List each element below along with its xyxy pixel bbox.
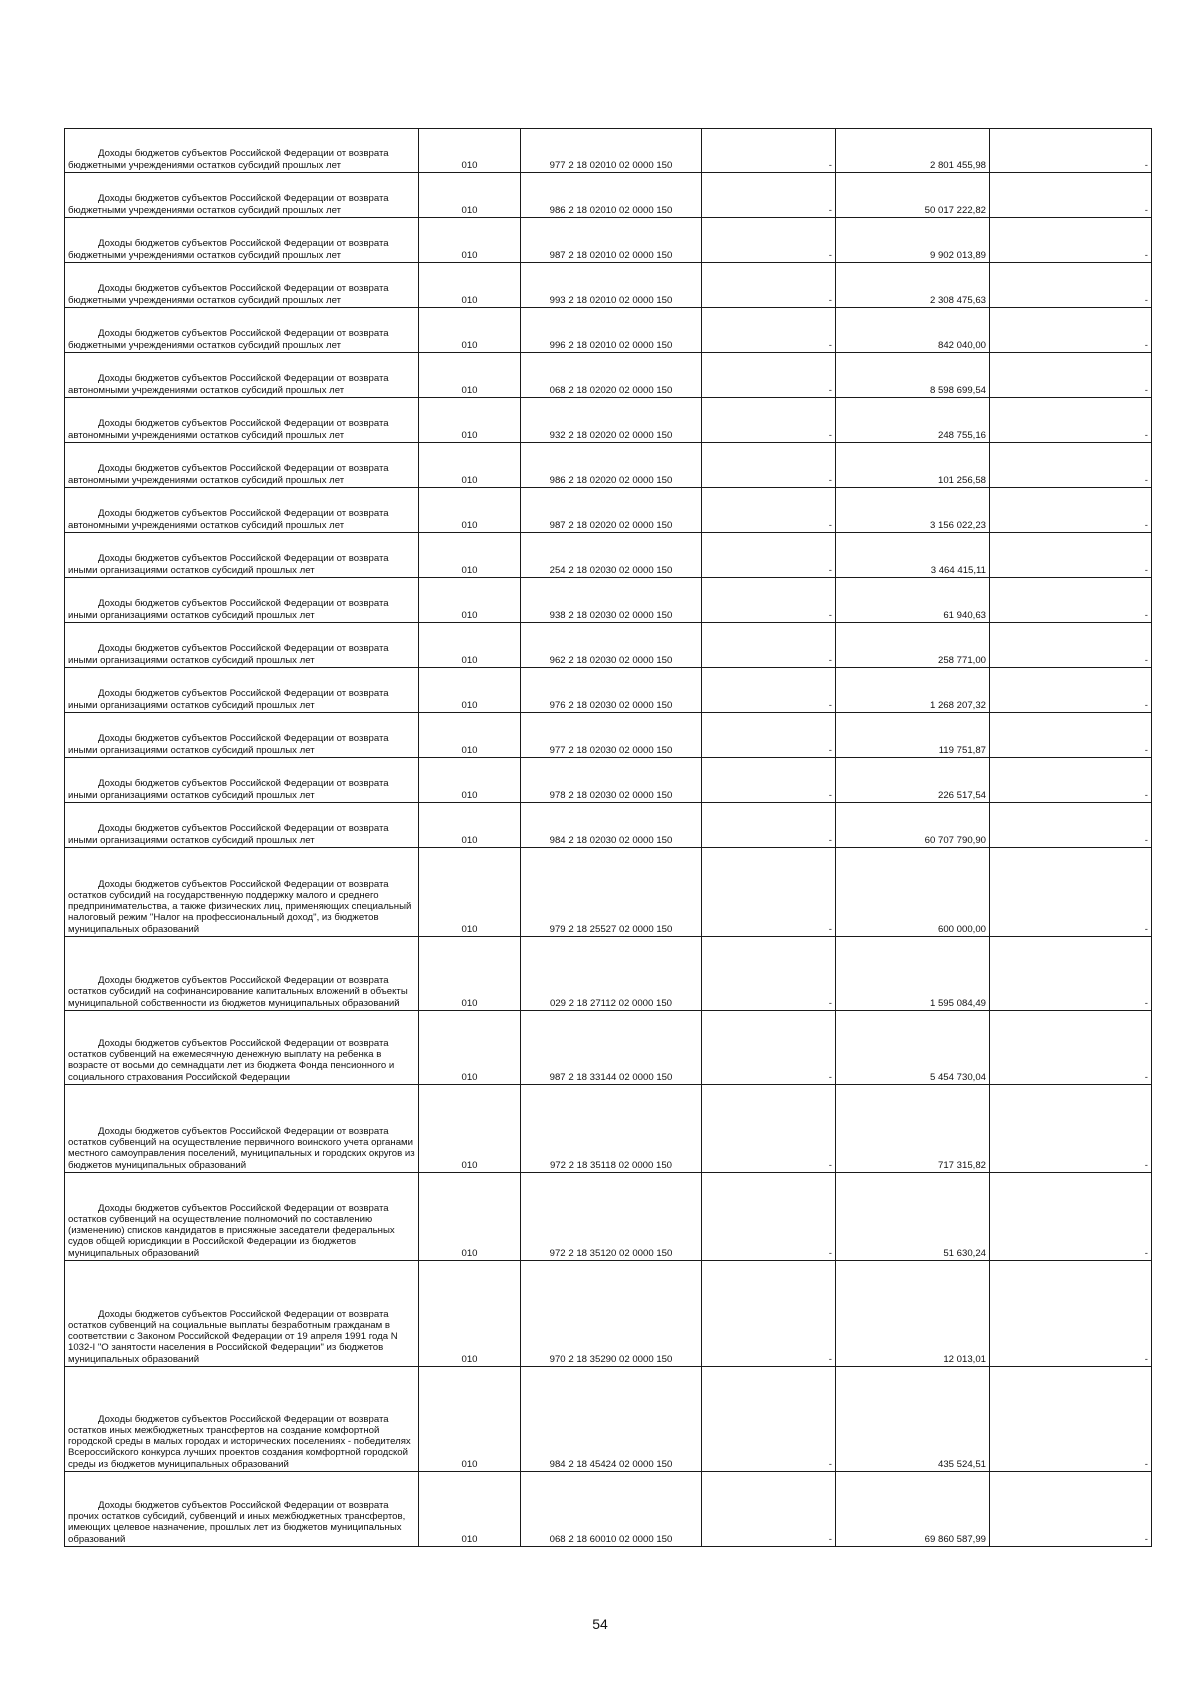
revenue-name-cell <box>65 488 419 533</box>
line-code-cell: 010 <box>419 668 521 713</box>
revenue-name-text: Доходы бюджетов субъектов Российской Федерации от возврата остатков субсидий на государственную поддержку малого и среднего предпринимательства, а также физических лиц, применяющих специальный налоговый режим "Налог на профессиональный доход", из бюджетов муниципальных образований <box>68 878 412 935</box>
revenue-name-text: Доходы бюджетов субъектов Российской Федерации от возврата автономными учреждениями остатков субсидий прошлых лет <box>68 463 389 486</box>
executed-amount-cell: 5 454 730,04 <box>836 1011 990 1085</box>
table-row <box>65 623 1152 668</box>
table-row <box>65 129 1152 173</box>
executed-amount-cell: 2 801 455,98 <box>836 129 990 173</box>
budget-classification-code-cell: 962 2 18 02030 02 0000 150 <box>521 623 702 668</box>
executed-amount-cell: 61 940,63 <box>836 578 990 623</box>
unexecuted-amount-cell: - <box>990 263 1152 308</box>
unexecuted-amount-cell: - <box>990 848 1152 937</box>
executed-amount-cell: 717 315,82 <box>836 1085 990 1173</box>
table-row <box>65 758 1152 803</box>
budget-classification-code-cell: 938 2 18 02030 02 0000 150 <box>521 578 702 623</box>
budget-classification-code-cell: 993 2 18 02010 02 0000 150 <box>521 263 702 308</box>
revenue-name-text: Доходы бюджетов субъектов Российской Федерации от возврата остатков субвенций на ежемесячную денежную выплату на ребенка в возрасте от восьми до семнадцати лет из бюджета Фонда пенсионного и социального страхования Российской Федерации <box>68 1037 395 1083</box>
line-code-cell: 010 <box>419 848 521 937</box>
table-row <box>65 713 1152 758</box>
unexecuted-amount-cell: - <box>990 578 1152 623</box>
approved-amount-cell: - <box>702 218 836 263</box>
unexecuted-amount-cell: - <box>990 803 1152 848</box>
budget-classification-code-cell: 979 2 18 25527 02 0000 150 <box>521 848 702 937</box>
revenue-name-cell <box>65 1472 419 1547</box>
table-row <box>65 218 1152 263</box>
table-row <box>65 173 1152 218</box>
budget-classification-code-cell: 932 2 18 02020 02 0000 150 <box>521 398 702 443</box>
table-row <box>65 443 1152 488</box>
executed-amount-cell: 258 771,00 <box>836 623 990 668</box>
executed-amount-cell: 1 595 084,49 <box>836 937 990 1011</box>
approved-amount-cell: - <box>702 488 836 533</box>
revenue-name-text: Доходы бюджетов субъектов Российской Федерации от возврата иными организациями остатков субсидий прошлых лет <box>68 643 389 666</box>
line-code-cell: 010 <box>419 623 521 668</box>
line-code-cell: 010 <box>419 533 521 578</box>
executed-amount-cell: 60 707 790,90 <box>836 803 990 848</box>
unexecuted-amount-cell: - <box>990 1011 1152 1085</box>
approved-amount-cell: - <box>702 1261 836 1367</box>
table-row <box>65 848 1152 937</box>
approved-amount-cell: - <box>702 1367 836 1472</box>
budget-classification-code-cell: 970 2 18 35290 02 0000 150 <box>521 1261 702 1367</box>
line-code-cell: 010 <box>419 803 521 848</box>
revenue-name-cell <box>65 533 419 578</box>
budget-classification-code-cell: 987 2 18 02020 02 0000 150 <box>521 488 702 533</box>
revenue-name-cell <box>65 218 419 263</box>
executed-amount-cell: 101 256,58 <box>836 443 990 488</box>
approved-amount-cell: - <box>702 308 836 353</box>
line-code-cell: 010 <box>419 263 521 308</box>
line-code-cell: 010 <box>419 173 521 218</box>
line-code-cell: 010 <box>419 1367 521 1472</box>
approved-amount-cell: - <box>702 353 836 398</box>
revenue-name-cell <box>65 263 419 308</box>
line-code-cell: 010 <box>419 1173 521 1261</box>
approved-amount-cell: - <box>702 398 836 443</box>
budget-classification-code-cell: 972 2 18 35120 02 0000 150 <box>521 1173 702 1261</box>
budget-classification-code-cell: 986 2 18 02010 02 0000 150 <box>521 173 702 218</box>
table-row <box>65 1173 1152 1261</box>
table-row <box>65 668 1152 713</box>
table-row <box>65 1261 1152 1367</box>
line-code-cell: 010 <box>419 218 521 263</box>
executed-amount-cell: 600 000,00 <box>836 848 990 937</box>
table-row <box>65 1085 1152 1173</box>
revenue-name-text: Доходы бюджетов субъектов Российской Федерации от возврата иными организациями остатков субсидий прошлых лет <box>68 778 389 801</box>
report-sheet <box>64 128 1151 1547</box>
unexecuted-amount-cell: - <box>990 533 1152 578</box>
budget-classification-code-cell: 984 2 18 02030 02 0000 150 <box>521 803 702 848</box>
revenue-name-text: Доходы бюджетов субъектов Российской Федерации от возврата остатков субвенций на осуществление полномочий по составлению (изменению) списков кандидатов в присяжные заседатели федеральных судов общей юрисдикции в Российской Федерации из бюджетов муниципальных образований <box>68 1202 395 1259</box>
executed-amount-cell: 226 517,54 <box>836 758 990 803</box>
executed-amount-cell: 9 902 013,89 <box>836 218 990 263</box>
unexecuted-amount-cell: - <box>990 353 1152 398</box>
approved-amount-cell: - <box>702 533 836 578</box>
unexecuted-amount-cell: - <box>990 668 1152 713</box>
revenue-name-cell <box>65 848 419 937</box>
approved-amount-cell: - <box>702 1173 836 1261</box>
revenue-name-cell <box>65 623 419 668</box>
revenue-name-text: Доходы бюджетов субъектов Российской Федерации от возврата автономными учреждениями остатков субсидий прошлых лет <box>68 508 389 531</box>
revenue-name-cell <box>65 398 419 443</box>
revenue-name-text: Доходы бюджетов субъектов Российской Федерации от возврата автономными учреждениями остатков субсидий прошлых лет <box>68 373 389 396</box>
table-row <box>65 1011 1152 1085</box>
line-code-cell: 010 <box>419 308 521 353</box>
page-number: 54 <box>592 1616 608 1632</box>
revenue-name-text: Доходы бюджетов субъектов Российской Федерации от возврата иными организациями остатков субсидий прошлых лет <box>68 553 389 576</box>
approved-amount-cell: - <box>702 1085 836 1173</box>
budget-classification-code-cell: 977 2 18 02030 02 0000 150 <box>521 713 702 758</box>
unexecuted-amount-cell: - <box>990 1472 1152 1547</box>
table-row <box>65 1367 1152 1472</box>
executed-amount-cell: 1 268 207,32 <box>836 668 990 713</box>
unexecuted-amount-cell: - <box>990 443 1152 488</box>
approved-amount-cell: - <box>702 758 836 803</box>
unexecuted-amount-cell: - <box>990 1085 1152 1173</box>
line-code-cell: 010 <box>419 1085 521 1173</box>
revenue-name-cell <box>65 937 419 1011</box>
line-code-cell: 010 <box>419 1011 521 1085</box>
unexecuted-amount-cell: - <box>990 937 1152 1011</box>
executed-amount-cell: 435 524,51 <box>836 1367 990 1472</box>
unexecuted-amount-cell: - <box>990 129 1152 173</box>
revenue-name-cell <box>65 713 419 758</box>
revenue-name-text: Доходы бюджетов субъектов Российской Федерации от возврата прочих остатков субсидий, субвенций и иных межбюджетных трансфертов, имеющих целевое назначение, прошлых лет из бюджетов муниципальных образований <box>68 1499 406 1545</box>
revenue-name-text: Доходы бюджетов субъектов Российской Федерации от возврата иными организациями остатков субсидий прошлых лет <box>68 733 389 756</box>
table-row <box>65 803 1152 848</box>
line-code-cell: 010 <box>419 713 521 758</box>
executed-amount-cell: 119 751,87 <box>836 713 990 758</box>
approved-amount-cell: - <box>702 803 836 848</box>
table-row <box>65 937 1152 1011</box>
unexecuted-amount-cell: - <box>990 758 1152 803</box>
budget-classification-code-cell: 996 2 18 02010 02 0000 150 <box>521 308 702 353</box>
revenue-name-text: Доходы бюджетов субъектов Российской Федерации от возврата бюджетными учреждениями остатков субсидий прошлых лет <box>68 148 389 171</box>
budget-classification-code-cell: 972 2 18 35118 02 0000 150 <box>521 1085 702 1173</box>
budget-classification-code-cell: 987 2 18 33144 02 0000 150 <box>521 1011 702 1085</box>
unexecuted-amount-cell: - <box>990 1367 1152 1472</box>
approved-amount-cell: - <box>702 713 836 758</box>
table-row <box>65 398 1152 443</box>
approved-amount-cell: - <box>702 173 836 218</box>
revenue-name-cell <box>65 308 419 353</box>
budget-classification-code-cell: 977 2 18 02010 02 0000 150 <box>521 129 702 173</box>
table-row <box>65 533 1152 578</box>
approved-amount-cell: - <box>702 578 836 623</box>
revenue-name-cell <box>65 353 419 398</box>
budget-classification-code-cell: 029 2 18 27112 02 0000 150 <box>521 937 702 1011</box>
revenue-name-text: Доходы бюджетов субъектов Российской Федерации от возврата автономными учреждениями остатков субсидий прошлых лет <box>68 418 389 441</box>
unexecuted-amount-cell: - <box>990 1173 1152 1261</box>
line-code-cell: 010 <box>419 937 521 1011</box>
table-row <box>65 488 1152 533</box>
executed-amount-cell: 51 630,24 <box>836 1173 990 1261</box>
revenue-name-cell <box>65 443 419 488</box>
revenue-name-cell <box>65 578 419 623</box>
revenue-name-cell <box>65 129 419 173</box>
revenue-name-text: Доходы бюджетов субъектов Российской Федерации от возврата остатков субвенций на социальные выплаты безработным гражданам в соответствии с Законом Российской Федерации от 19 апреля 1991 года N 1032-I "О занятости населения в Российской Федерации" из бюджетов муниципальных образований <box>68 1308 398 1365</box>
line-code-cell: 010 <box>419 1472 521 1547</box>
line-code-cell: 010 <box>419 758 521 803</box>
approved-amount-cell: - <box>702 1472 836 1547</box>
table-row <box>65 1472 1152 1547</box>
executed-amount-cell: 842 040,00 <box>836 308 990 353</box>
revenue-name-cell <box>65 1261 419 1367</box>
unexecuted-amount-cell: - <box>990 308 1152 353</box>
revenue-name-cell <box>65 668 419 713</box>
unexecuted-amount-cell: - <box>990 713 1152 758</box>
budget-classification-code-cell: 978 2 18 02030 02 0000 150 <box>521 758 702 803</box>
line-code-cell: 010 <box>419 129 521 173</box>
budget-classification-code-cell: 068 2 18 02020 02 0000 150 <box>521 353 702 398</box>
revenue-name-text: Доходы бюджетов субъектов Российской Федерации от возврата бюджетными учреждениями остатков субсидий прошлых лет <box>68 328 389 351</box>
budget-classification-code-cell: 986 2 18 02020 02 0000 150 <box>521 443 702 488</box>
budget-classification-code-cell: 987 2 18 02010 02 0000 150 <box>521 218 702 263</box>
executed-amount-cell: 3 464 415,11 <box>836 533 990 578</box>
revenue-name-cell <box>65 173 419 218</box>
approved-amount-cell: - <box>702 937 836 1011</box>
approved-amount-cell: - <box>702 848 836 937</box>
executed-amount-cell: 3 156 022,23 <box>836 488 990 533</box>
executed-amount-cell: 69 860 587,99 <box>836 1472 990 1547</box>
revenue-name-cell <box>65 1085 419 1173</box>
budget-classification-code-cell: 976 2 18 02030 02 0000 150 <box>521 668 702 713</box>
line-code-cell: 010 <box>419 398 521 443</box>
revenue-name-text: Доходы бюджетов субъектов Российской Федерации от возврата иными организациями остатков субсидий прошлых лет <box>68 823 389 846</box>
unexecuted-amount-cell: - <box>990 398 1152 443</box>
revenue-name-text: Доходы бюджетов субъектов Российской Федерации от возврата остатков субвенций на осуществление первичного воинского учета органами местного самоуправления поселений, муниципальных и городских округов из бюджетов муниципальных образований <box>68 1125 415 1171</box>
revenue-name-text: Доходы бюджетов субъектов Российской Федерации от возврата иными организациями остатков субсидий прошлых лет <box>68 688 389 711</box>
revenue-name-text: Доходы бюджетов субъектов Российской Федерации от возврата бюджетными учреждениями остатков субсидий прошлых лет <box>68 193 389 216</box>
revenue-name-text: Доходы бюджетов субъектов Российской Федерации от возврата иными организациями остатков субсидий прошлых лет <box>68 598 389 621</box>
revenue-name-cell <box>65 1173 419 1261</box>
approved-amount-cell: - <box>702 623 836 668</box>
executed-amount-cell: 8 598 699,54 <box>836 353 990 398</box>
executed-amount-cell: 12 013,01 <box>836 1261 990 1367</box>
table-row <box>65 578 1152 623</box>
revenue-name-text: Доходы бюджетов субъектов Российской Федерации от возврата остатков иных межбюджетных трансфертов на создание комфортной городской среды в малых городах и исторических поселениях - победителях Всероссийского конкурса лучших проектов создания комфортной городской среды из бюджетов муниципальных образований <box>68 1413 411 1470</box>
executed-amount-cell: 2 308 475,63 <box>836 263 990 308</box>
revenue-name-cell <box>65 758 419 803</box>
revenue-name-cell <box>65 1011 419 1085</box>
line-code-cell: 010 <box>419 578 521 623</box>
approved-amount-cell: - <box>702 668 836 713</box>
unexecuted-amount-cell: - <box>990 1261 1152 1367</box>
executed-amount-cell: 248 755,16 <box>836 398 990 443</box>
revenue-name-text: Доходы бюджетов субъектов Российской Федерации от возврата остатков субсидий на софинансирование капитальных вложений в объекты муниципальной собственности из бюджетов муниципальных образований <box>68 975 408 1009</box>
line-code-cell: 010 <box>419 353 521 398</box>
approved-amount-cell: - <box>702 443 836 488</box>
line-code-cell: 010 <box>419 1261 521 1367</box>
unexecuted-amount-cell: - <box>990 218 1152 263</box>
revenue-table-body <box>65 129 1152 1547</box>
revenue-name-text: Доходы бюджетов субъектов Российской Федерации от возврата бюджетными учреждениями остатков субсидий прошлых лет <box>68 238 389 261</box>
revenue-table <box>64 128 1152 1547</box>
unexecuted-amount-cell: - <box>990 623 1152 668</box>
approved-amount-cell: - <box>702 263 836 308</box>
table-row <box>65 263 1152 308</box>
table-row <box>65 353 1152 398</box>
executed-amount-cell: 50 017 222,82 <box>836 173 990 218</box>
revenue-name-cell <box>65 1367 419 1472</box>
budget-classification-code-cell: 984 2 18 45424 02 0000 150 <box>521 1367 702 1472</box>
line-code-cell: 010 <box>419 443 521 488</box>
revenue-name-text: Доходы бюджетов субъектов Российской Федерации от возврата бюджетными учреждениями остатков субсидий прошлых лет <box>68 283 389 306</box>
budget-classification-code-cell: 068 2 18 60010 02 0000 150 <box>521 1472 702 1547</box>
budget-classification-code-cell: 254 2 18 02030 02 0000 150 <box>521 533 702 578</box>
approved-amount-cell: - <box>702 129 836 173</box>
revenue-name-cell <box>65 803 419 848</box>
unexecuted-amount-cell: - <box>990 488 1152 533</box>
unexecuted-amount-cell: - <box>990 173 1152 218</box>
table-row <box>65 308 1152 353</box>
line-code-cell: 010 <box>419 488 521 533</box>
approved-amount-cell: - <box>702 1011 836 1085</box>
